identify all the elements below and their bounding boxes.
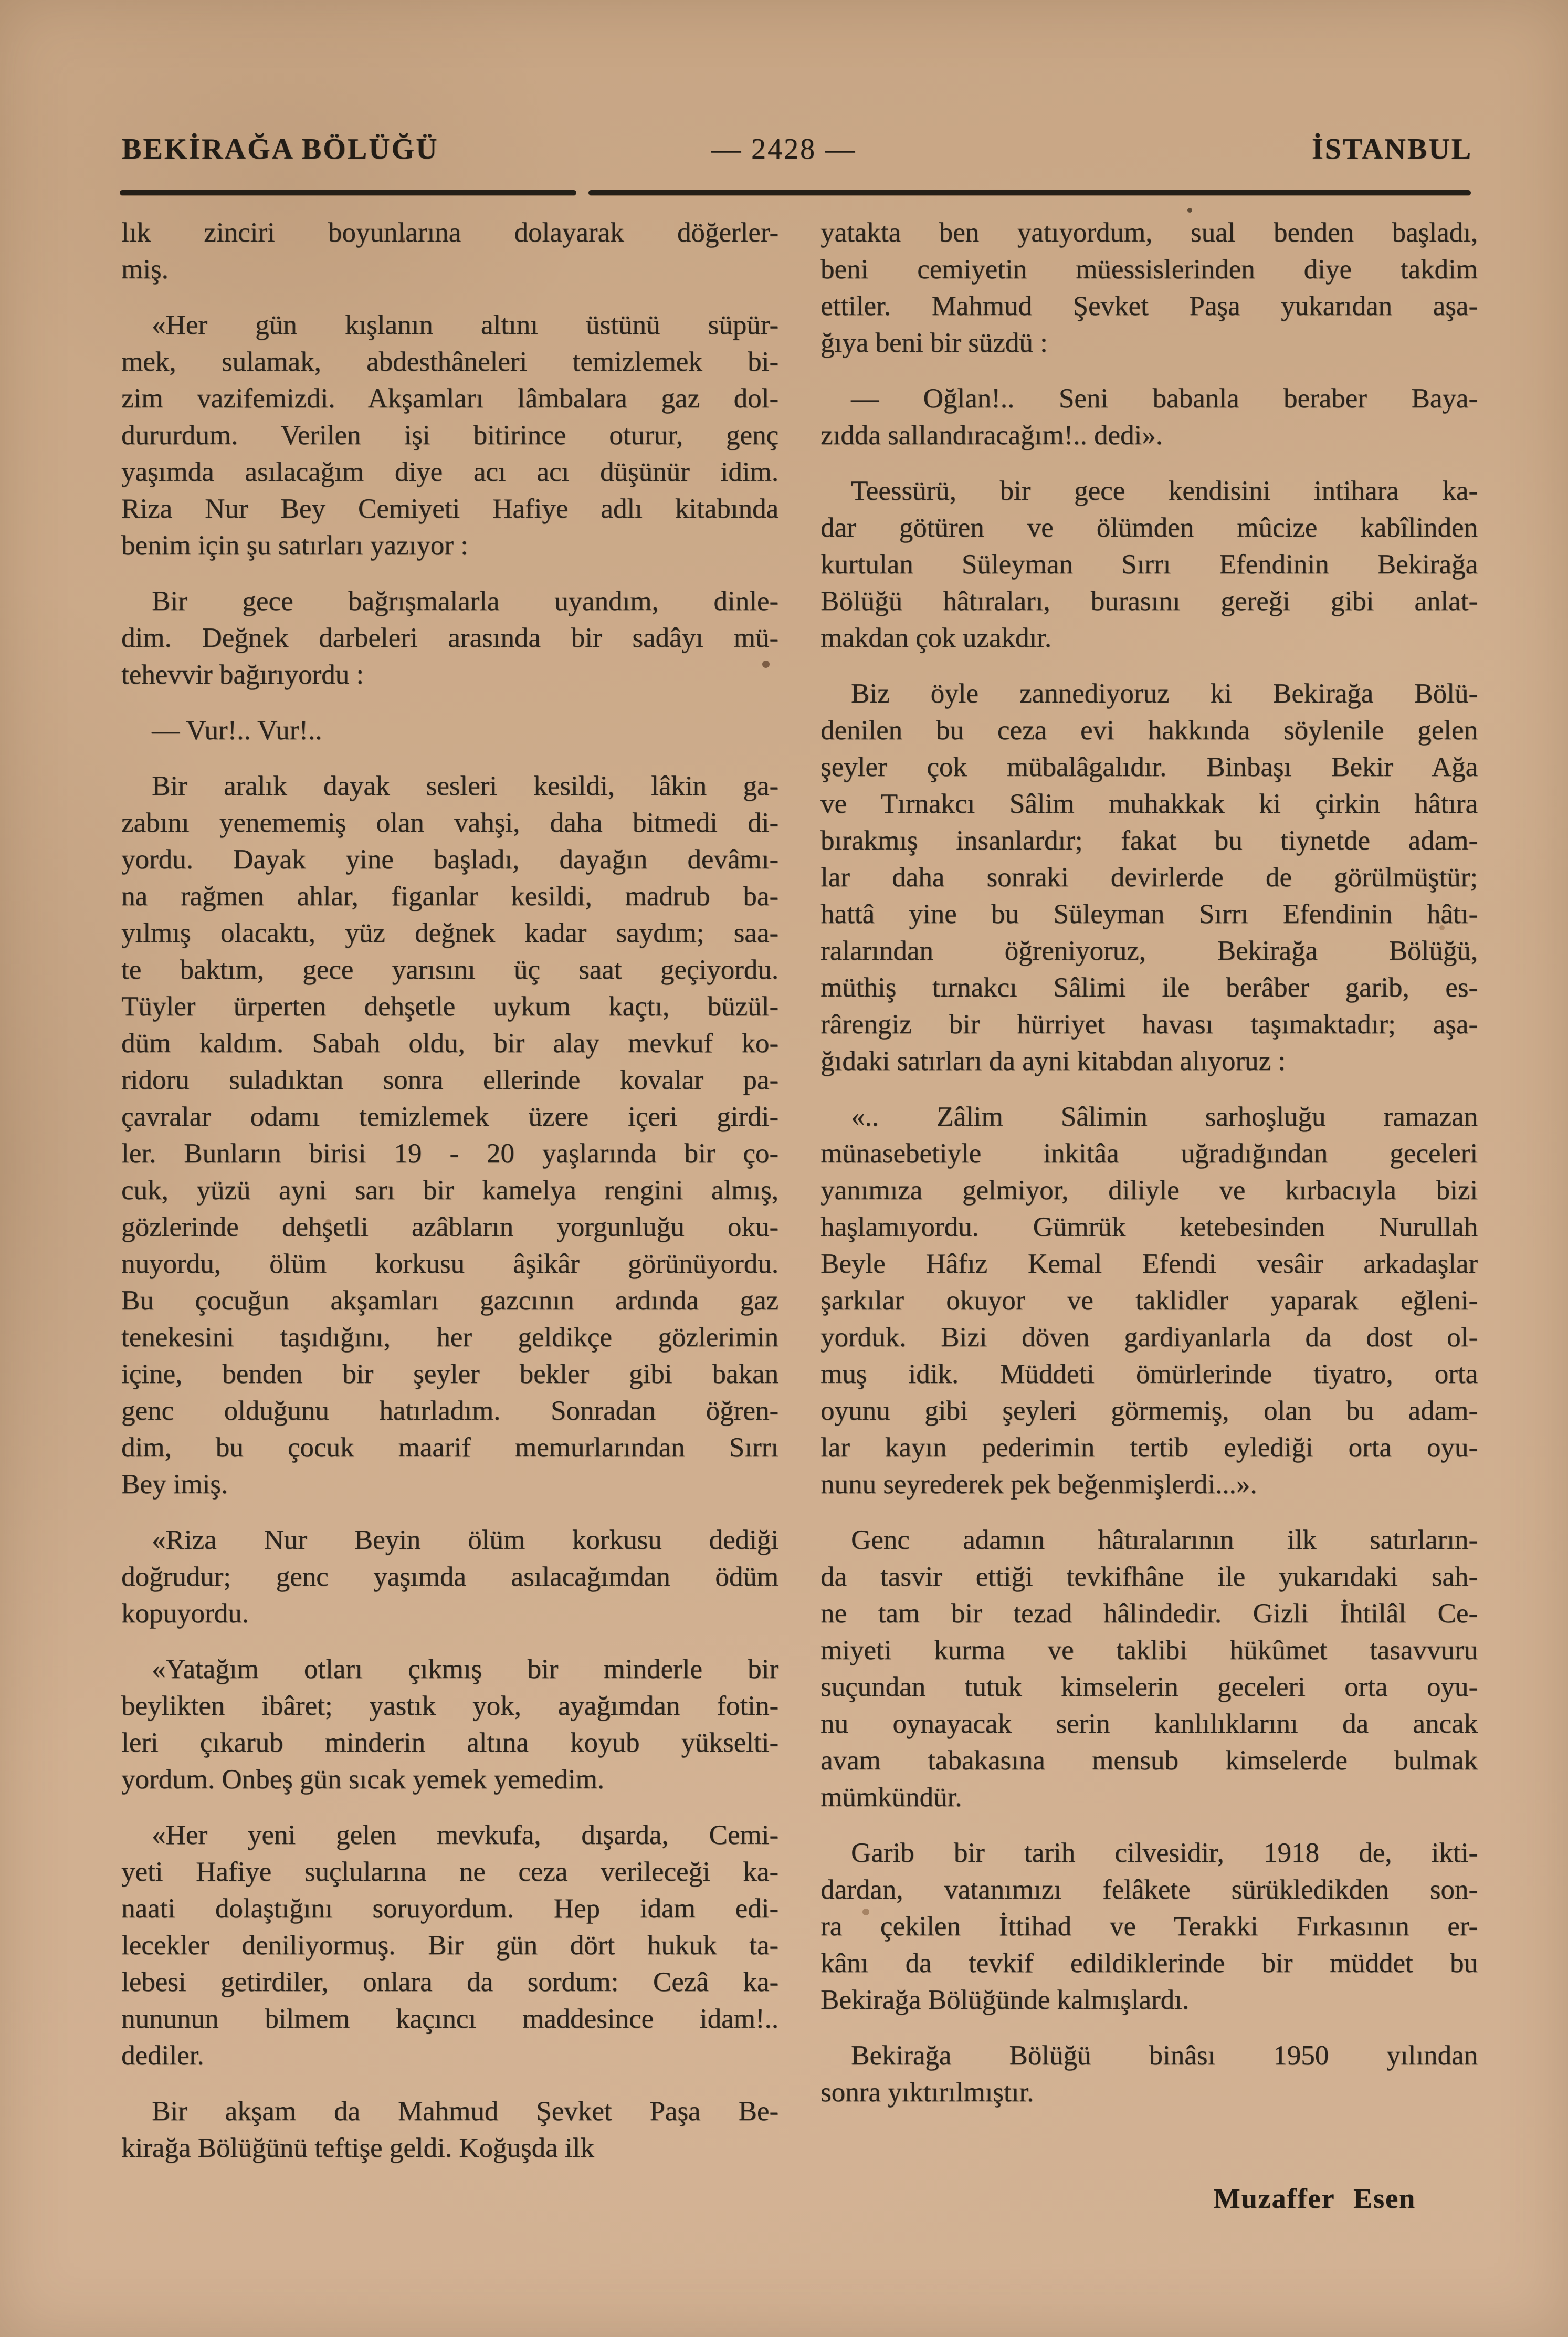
text-line: Bir aralık dayak sesleri kesildi, lâkin ga- <box>152 771 778 801</box>
text-line: zim vazifemizdi. Akşamları lâmbalara gaz dol- <box>121 383 778 414</box>
paragraph <box>121 307 778 564</box>
paper-speck <box>400 237 405 243</box>
text-line: Bir akşam da Mahmud Şevket Paşa Be- <box>152 2096 778 2126</box>
text-line: ğıya beni bir süzdü : <box>820 328 1048 358</box>
text-line: kânı da tevkif edildiklerinde bir müddet bu <box>820 1948 1478 1978</box>
text-line: yeti Hafiye suçlularına ne ceza verileceği ka- <box>121 1857 778 1887</box>
text-line: nununun bilmem kaçıncı maddesince idam!.. <box>121 2004 778 2034</box>
header-divider-rule-right-segment <box>588 190 1471 195</box>
text-line: ğıdaki satırları da ayni kitabdan alıyoruz : <box>820 1046 1286 1076</box>
paper-speck <box>1439 925 1445 930</box>
paragraph <box>121 768 778 1503</box>
text-line: beylikten ibâret; yastık yok, ayağımdan fotin- <box>121 1691 778 1721</box>
text-line: dardan, vatanımızı felâkete sürükledikden son- <box>820 1874 1478 1905</box>
text-line: düm kaldım. Sabah oldu, bir alay mevkuf ko- <box>121 1028 778 1059</box>
text-line: yanımıza gelmiyor, diliyle ve kırbacıyla bizi <box>820 1175 1478 1206</box>
paragraph <box>820 2037 1478 2111</box>
paragraph <box>820 675 1478 1080</box>
text-line: mek, sulamak, abdesthâneleri temizlemek bi- <box>121 347 778 377</box>
text-line: lar daha sonraki devirlerde de görülmüştür; <box>820 862 1478 893</box>
paragraph <box>820 380 1478 454</box>
text-line: lar kayın pederimin tertib eylediği orta oyu- <box>820 1432 1478 1463</box>
text-line: makdan çok uzakdır. <box>820 623 1052 653</box>
text-line: ler. Bunların birisi 19 - 20 yaşlarında bir ço- <box>121 1138 778 1169</box>
paragraph <box>121 1522 778 1632</box>
text-line: sonra yıktırılmıştır. <box>820 2077 1034 2108</box>
text-line: bırakmış insanlardır; fakat bu tiynetde adam- <box>820 825 1478 856</box>
text-line: dar götüren ve ölümden mûcize kabîlinden <box>820 512 1478 543</box>
text-line: nunu seyrederek pek beğenmişlerdi...». <box>820 1469 1257 1500</box>
text-line: denilen bu ceza evi hakkında söylenile gelen <box>820 715 1478 746</box>
text-line: «Her yeni gelen mevkufa, dışarda, Cemi- <box>152 1820 778 1850</box>
text-line: kirağa Bölüğünü teftişe geldi. Koğuşda ilk <box>121 2133 594 2163</box>
text-line: muş idik. Müddeti ömürlerinde tiyatro, orta <box>820 1359 1478 1389</box>
text-line: ra çekilen İttihad ve Terakki Fırkasının er- <box>820 1911 1478 1942</box>
paragraph <box>820 1835 1478 2018</box>
paper-speck <box>1187 208 1192 213</box>
text-line: dururdum. Verilen işi bitirince oturur, genç <box>121 420 778 450</box>
text-line: şarkılar okuyor ve taklidler yaparak eğleni- <box>820 1285 1478 1316</box>
text-line: nuyordu, ölüm korkusu âşikâr görünüyordu. <box>121 1249 778 1279</box>
header-book-title: İSTANBUL <box>1311 133 1472 165</box>
paragraph <box>820 1522 1478 1816</box>
text-line: mümkündür. <box>820 1782 962 1812</box>
text-line: hattâ yine bu Süleyman Sırrı Efendinin hâtı- <box>820 899 1478 929</box>
text-line: «Yatağım otları çıkmış bir minderle bir <box>152 1654 778 1684</box>
text-line: münasebetiyle inkitâa uğradığından geceleri <box>820 1138 1478 1169</box>
text-line: tenekesini taşıdığını, her geldikçe gözlerimin <box>121 1322 778 1353</box>
text-line: rârengiz bir hürriyet havası taşımaktadır; aşa- <box>820 1009 1478 1040</box>
text-line: Bekirağa Bölüğü binâsı 1950 yılından <box>851 2040 1478 2071</box>
text-line: yordum. Onbeş gün sıcak yemek yemedim. <box>121 1764 604 1795</box>
text-line: miyeti kurma ve taklibi hükûmet tasavvuru <box>820 1635 1478 1665</box>
text-line: kopuyordu. <box>121 1598 249 1629</box>
paragraph <box>121 712 778 749</box>
text-line: içine, benden bir şeyler bekler gibi bakan <box>121 1359 778 1389</box>
text-line: lecekler deniliyormuş. Bir gün dört hukuk ta- <box>121 1930 778 1961</box>
text-line: ne tam bir tezad hâlindedir. Gizli İhtilâl Ce- <box>820 1598 1478 1629</box>
text-line: nu oynayacak serin kanlılıklarını da ancak <box>820 1709 1478 1739</box>
text-line: te baktım, gece yarısını üç saat geçiyordu. <box>121 955 778 985</box>
text-column-right <box>820 214 1478 2217</box>
text-line: leri çıkarub minderin altına koyub yükselti- <box>121 1727 778 1758</box>
text-line: zabını yenememiş olan vahşi, daha bitmedi di- <box>121 808 778 838</box>
text-line: miş. <box>121 254 169 285</box>
text-line: haşlamıyordu. Gümrük ketebesinden Nurullah <box>820 1212 1478 1242</box>
text-line: yatakta ben yatıyordum, sual benden başladı, <box>820 217 1478 248</box>
text-line: tehevvir bağırıyordu : <box>121 659 364 690</box>
text-line: ve Tırnakcı Sâlim muhakkak ki çirkin hâtıra <box>820 789 1478 819</box>
paragraph <box>121 1651 778 1798</box>
text-line: naati dolaştığını soruyordum. Hep idam edi- <box>121 1893 778 1924</box>
author-signature: Muzaffer Esen <box>1213 2183 1416 2214</box>
text-line: «Her gün kışlanın altını üstünü süpür- <box>152 310 778 340</box>
header-article-title: BEKİRAĞA BÖLÜĞÜ <box>122 133 439 165</box>
text-line: yılmış olacaktı, yüz değnek kadar saydım; saa- <box>121 918 778 948</box>
text-line: dim. Değnek darbeleri arasında bir sadâyı mü- <box>121 623 778 653</box>
text-line: da tasvir ettiği tevkifhâne ile yukarıdaki sah- <box>820 1562 1478 1592</box>
text-line: Riza Nur Bey Cemiyeti Hafiye adlı kitabında <box>121 494 778 524</box>
paragraph <box>121 214 778 288</box>
text-line: oyunu gibi şeyleri görmemiş, olan bu adam- <box>820 1396 1478 1426</box>
text-line: lebesi getirdiler, onlara da sordum: Cezâ ka- <box>121 1967 778 1997</box>
paragraph <box>121 583 778 693</box>
text-column-left <box>121 214 778 2166</box>
header-divider-rule-left-segment <box>120 190 576 195</box>
text-line: Teessürü, bir gece kendisini intihara ka- <box>851 476 1478 506</box>
text-line: Garib bir tarih cilvesidir, 1918 de, ikti- <box>851 1838 1478 1868</box>
paragraph <box>121 1817 778 2074</box>
text-line: yorduk. Bizi döven gardiyanlarla da dost ol- <box>820 1322 1478 1353</box>
paper-speck <box>762 661 770 668</box>
paragraph <box>820 1098 1478 1503</box>
paragraph <box>121 2093 778 2166</box>
text-line: Bölüğü hâtıraları, burasını gereği gibi anlat- <box>820 586 1478 616</box>
text-line: na rağmen ahlar, figanlar kesildi, madrub ba- <box>121 881 778 911</box>
text-line: Bekirağa Bölüğünde kalmışlardı. <box>820 1985 1190 2015</box>
text-line: Bey imiş. <box>121 1469 228 1500</box>
text-line: ralarından öğreniyoruz, Bekirağa Bölüğü, <box>820 936 1478 966</box>
text-line: doğrudur; genc yaşımda asılacağımdan ödüm <box>121 1562 778 1592</box>
text-line: şeyler çok mübalâgalıdır. Binbaşı Bekir Ağa <box>820 752 1478 782</box>
text-line: «.. Zâlim Sâlimin sarhoşluğu ramazan <box>851 1102 1478 1132</box>
text-line: müthiş tırnakcı Sâlimi ile berâber garib, es- <box>820 972 1478 1003</box>
text-line: «Riza Nur Beyin ölüm korkusu dediği <box>152 1525 778 1555</box>
text-line: suçundan tutuk kimselerin geceleri orta oyu- <box>820 1672 1478 1702</box>
text-line: dim, bu çocuk maarif memurlarından Sırrı <box>121 1432 778 1463</box>
text-line: çavralar odamı temizlemek üzere içeri girdi- <box>121 1102 778 1132</box>
text-line: ridoru suladıktan sonra ellerinde kovalar pa- <box>121 1065 778 1095</box>
text-line: dediler. <box>121 2040 204 2071</box>
text-line: lık zinciri boyunlarına dolayarak döğerler- <box>121 217 778 248</box>
paragraph <box>820 473 1478 656</box>
text-line: genc olduğunu hatırladım. Sonradan öğren- <box>121 1396 778 1426</box>
paragraph <box>820 214 1478 361</box>
text-line: kurtulan Süleyman Sırrı Efendinin Bekirağa <box>820 549 1478 580</box>
text-line: Bir gece bağrışmalarla uyandım, dinle- <box>152 586 778 616</box>
text-line: ettiler. Mahmud Şevket Paşa yukarıdan aşa- <box>820 291 1478 321</box>
text-line: zıdda sallandıracağım!.. dedi». <box>820 420 1163 450</box>
header-page-number: — 2428 — <box>711 133 856 165</box>
text-line: — Vur!.. Vur!.. <box>152 715 322 746</box>
text-line: gözlerinde dehşetli azâbların yorgunluğu oku- <box>121 1212 778 1242</box>
text-line: Genc adamın hâtıralarının ilk satırların- <box>851 1525 1478 1555</box>
text-line: — Oğlan!.. Seni babanla beraber Baya- <box>851 383 1478 414</box>
text-line: avam tabakasına mensub kimselerde bulmak <box>820 1745 1478 1776</box>
text-line: beni cemiyetin müessislerinden diye takdim <box>820 254 1478 285</box>
text-line: Tüyler ürperten dehşetle uykum kaçtı, büzül- <box>121 991 778 1022</box>
text-line: Beyle Hâfız Kemal Efendi vesâir arkadaşlar <box>820 1249 1478 1279</box>
text-line: cuk, yüzü ayni sarı bir kamelya rengini almış, <box>121 1175 778 1206</box>
text-line: benim için şu satırları yazıyor : <box>121 530 468 561</box>
text-line: yaşımda asılacağım diye acı acı düşünür idim. <box>121 457 778 487</box>
paper-speck <box>862 1909 869 1915</box>
text-line: yordu. Dayak yine başladı, dayağın devâmı- <box>121 844 778 875</box>
paper-speck <box>325 1219 331 1225</box>
text-line: Biz öyle zannediyoruz ki Bekirağa Bölü- <box>851 678 1478 709</box>
text-line: Bu çocuğun akşamları gazcının ardında gaz <box>121 1285 778 1316</box>
